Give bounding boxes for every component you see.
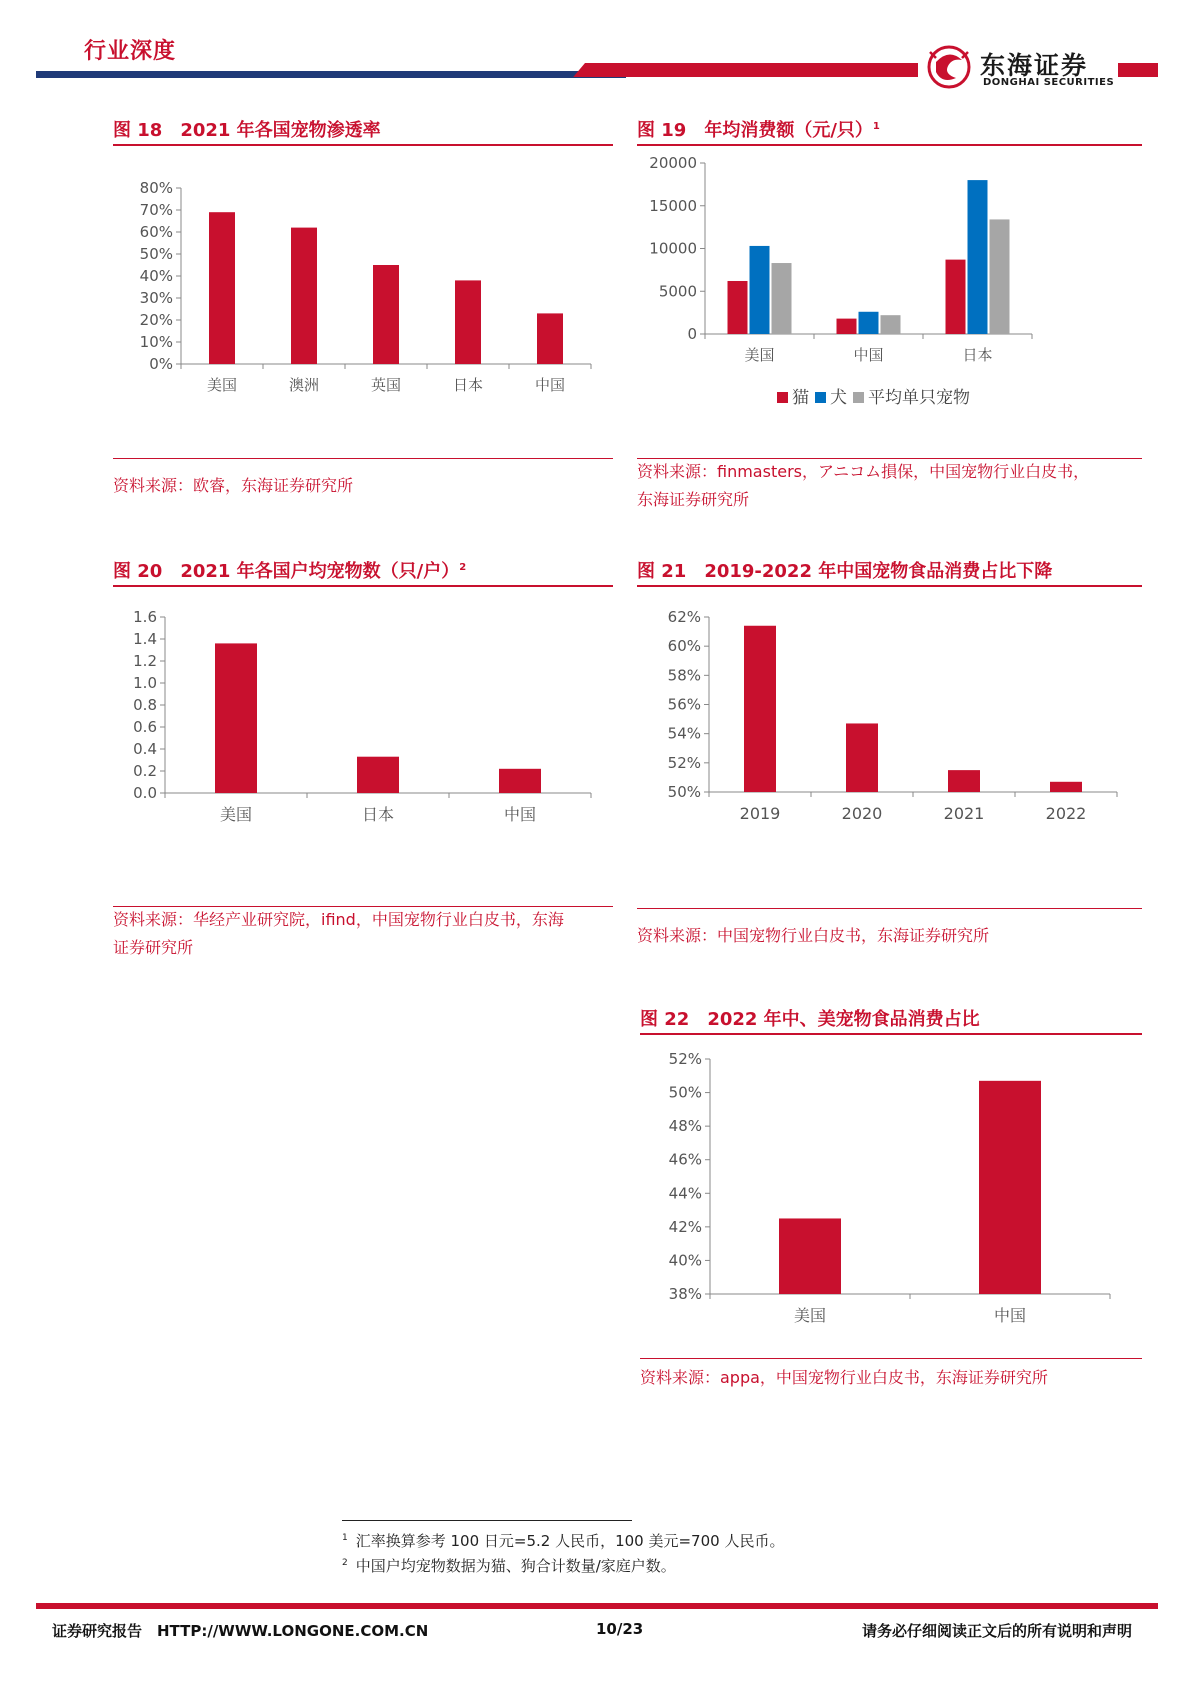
fig19-title: 图 19 年均消费额（元/只）$^1$ <box>637 120 880 141</box>
fig19-category-label: 中国 <box>853 346 884 364</box>
fig18-y-tick-label: 70% <box>139 201 173 219</box>
fig22-y-tick-label: 38% <box>668 1285 702 1303</box>
footnote-2: $^2$ 中国户均宠物数据为猫、狗合计数量/家庭户数。 <box>342 1557 676 1575</box>
fig18-category-label: 美国 <box>206 376 238 394</box>
fig21-y-tick-label: 52% <box>667 753 701 772</box>
fig20-y-tick-label: 0.4 <box>133 740 157 758</box>
fig21-source-rule <box>637 908 1142 909</box>
fig18-y-tick-label: 0% <box>149 355 173 373</box>
fig21-bar <box>948 770 980 792</box>
fig21-source: 资料来源：中国宠物行业白皮书，东海证券研究所 <box>637 926 990 945</box>
fig20-category-label: 中国 <box>503 805 537 824</box>
fig19-bar-犬 <box>859 312 879 334</box>
fig18-y-tick-label: 10% <box>139 333 173 351</box>
fig21-bar <box>846 723 878 792</box>
fig18-source-rule <box>113 458 613 459</box>
fig19-y-tick-label: 15000 <box>649 196 697 215</box>
fig18-bar <box>209 212 235 364</box>
fig20-title-rule <box>113 585 613 587</box>
fig20-source-line1: 资料来源：华经产业研究院，ifind，中国宠物行业白皮书，东海 <box>113 910 564 929</box>
fig22-y-tick-label: 40% <box>668 1251 702 1270</box>
fig19-legend-swatch <box>853 392 864 403</box>
footer-disclaimer: 请务必仔细阅读正文后的所有说明和声明 <box>862 1622 1133 1640</box>
fig18-chart <box>113 170 613 440</box>
fig19-bar-猫 <box>837 319 857 334</box>
fig20-bar <box>499 769 541 793</box>
fig19-legend-swatch <box>777 392 788 403</box>
fig22-y-tick-label: 46% <box>668 1150 702 1169</box>
footer-bar <box>36 1603 1158 1609</box>
fig22-title-rule <box>640 1033 1142 1035</box>
fig21-bar <box>1050 782 1082 792</box>
fig21-category-label: 2022 <box>1045 804 1087 823</box>
fig19-bar-猫 <box>946 260 966 334</box>
fig21-y-tick-label: 56% <box>667 695 701 714</box>
fig22-category-label: 美国 <box>793 1306 827 1325</box>
fig19-source-line1: 资料来源：finmasters，アニコム損保，中国宠物行业白皮书， <box>637 462 1090 481</box>
fig18-category-label: 英国 <box>370 376 402 394</box>
fig21-y-tick-label: 54% <box>667 724 701 743</box>
fig20-title: 图 20 2021 年各国户均宠物数（只/户）$^2$ <box>113 561 467 582</box>
fig19-title-rule <box>637 144 1142 146</box>
fig18-y-tick-label: 60% <box>139 223 173 241</box>
fig20-bar <box>215 643 257 793</box>
fig19-bar-平均单只宠物 <box>881 315 901 334</box>
fig21-chart <box>637 600 1142 900</box>
fig22-y-tick-label: 52% <box>668 1050 702 1068</box>
fig21-y-tick-label: 50% <box>667 783 701 801</box>
fig20-category-label: 日本 <box>361 805 395 824</box>
fig18-y-tick-label: 40% <box>139 267 173 285</box>
fig20-y-tick-label: 0.8 <box>133 696 157 714</box>
fig21-y-tick-label: 58% <box>667 666 701 685</box>
fig19-legend-label: 犬 <box>830 388 847 408</box>
fig20-y-tick-label: 0.2 <box>133 762 157 780</box>
fig21-category-label: 2019 <box>739 804 781 823</box>
fig21-title: 图 21 2019-2022 年中国宠物食品消费占比下降 <box>637 561 1053 582</box>
fig19-category-label: 日本 <box>962 346 993 364</box>
fig20-y-tick-label: 0.6 <box>133 718 157 736</box>
fig19-y-tick-label: 20000 <box>649 154 697 172</box>
fig20-y-tick-label: 1.6 <box>133 608 157 626</box>
fig20-chart <box>113 600 613 900</box>
fig18-bar <box>537 313 563 364</box>
fig19-bar-犬 <box>750 246 770 334</box>
section-title: 行业深度 <box>84 39 177 64</box>
fig19-y-tick-label: 0 <box>687 325 697 343</box>
fig21-y-tick-label: 62% <box>667 608 701 626</box>
header-bar-blue <box>36 71 626 78</box>
fig22-y-tick-label: 48% <box>668 1117 702 1136</box>
fig20-source <box>113 906 564 962</box>
fig18-category-label: 澳洲 <box>288 376 320 394</box>
fig21-y-tick-label: 60% <box>667 637 701 656</box>
fig22-source-rule <box>640 1358 1142 1359</box>
logo-text-en: DONGHAI SECURITIES <box>983 77 1115 88</box>
fig19-bar-猫 <box>728 281 748 334</box>
fig20-y-tick-label: 1.0 <box>133 674 157 692</box>
fig19-source-line2: 东海证券研究所 <box>637 490 750 509</box>
fig18-y-tick-label: 30% <box>139 289 173 307</box>
fig22-bar <box>779 1218 841 1294</box>
fig19-y-tick-label: 10000 <box>649 239 697 258</box>
fig18-y-tick-label: 80% <box>139 179 173 197</box>
fig19-bar-平均单只宠物 <box>990 219 1010 334</box>
fig19-bar-平均单只宠物 <box>772 263 792 334</box>
fig22-y-tick-label: 50% <box>668 1083 702 1102</box>
header-bar-red-end <box>1118 63 1158 77</box>
fig18-category-label: 中国 <box>534 376 566 394</box>
fig18-source: 资料来源：欧睿，东海证券研究所 <box>113 476 354 495</box>
fig19-y-tick-label: 5000 <box>658 282 697 301</box>
fig21-title-rule <box>637 585 1142 587</box>
fig18-y-tick-label: 50% <box>139 245 173 263</box>
fig20-source-line2: 证券研究所 <box>113 938 194 957</box>
fig19-legend-swatch <box>815 392 826 403</box>
fig18-category-label: 日本 <box>452 376 484 394</box>
fig18-title-rule <box>113 144 613 146</box>
fig21-category-label: 2020 <box>841 804 883 823</box>
fig22-chart <box>640 1042 1142 1352</box>
page-number: 10/23 <box>596 1620 644 1638</box>
fig19-chart <box>637 154 1142 448</box>
footnote-1: $^1$ 汇率换算参考 100 日元=5.2 人民币，100 美元=700 人民币。 <box>342 1532 785 1550</box>
company-logo-icon <box>922 40 976 94</box>
fig19-legend-label: 平均单只宠物 <box>868 388 970 408</box>
fig18-bar <box>373 265 399 364</box>
fig22-category-label: 中国 <box>993 1306 1027 1325</box>
fig18-y-tick-label: 20% <box>139 311 173 329</box>
fig20-y-tick-label: 1.4 <box>133 630 157 648</box>
fig18-bar <box>291 228 317 364</box>
fig18-title: 图 18 2021 年各国宠物渗透率 <box>113 120 381 141</box>
fig22-title: 图 22 2022 年中、美宠物食品消费占比 <box>640 1009 980 1030</box>
fig20-category-label: 美国 <box>219 805 253 824</box>
fig21-category-label: 2021 <box>943 804 985 823</box>
fig19-source <box>637 458 1089 514</box>
logo-text-cn: 东海证券 <box>980 51 1089 80</box>
fig20-bar <box>357 757 399 793</box>
fig22-y-tick-label: 42% <box>668 1217 702 1236</box>
fig20-y-tick-label: 1.2 <box>133 652 157 670</box>
footnote-rule <box>342 1520 632 1521</box>
fig22-y-tick-label: 44% <box>668 1184 702 1203</box>
footer-left: 证券研究报告 HTTP://WWW.LONGONE.COM.CN <box>52 1622 429 1640</box>
fig21-bar <box>744 626 776 792</box>
fig19-legend-label: 猫 <box>792 388 809 408</box>
fig18-bar <box>455 280 481 364</box>
fig22-source: 资料来源：appa，中国宠物行业白皮书，东海证券研究所 <box>640 1368 1048 1387</box>
fig20-y-tick-label: 0.0 <box>133 784 157 802</box>
fig22-bar <box>979 1081 1041 1294</box>
fig19-bar-犬 <box>968 180 988 334</box>
fig19-category-label: 美国 <box>744 346 775 364</box>
